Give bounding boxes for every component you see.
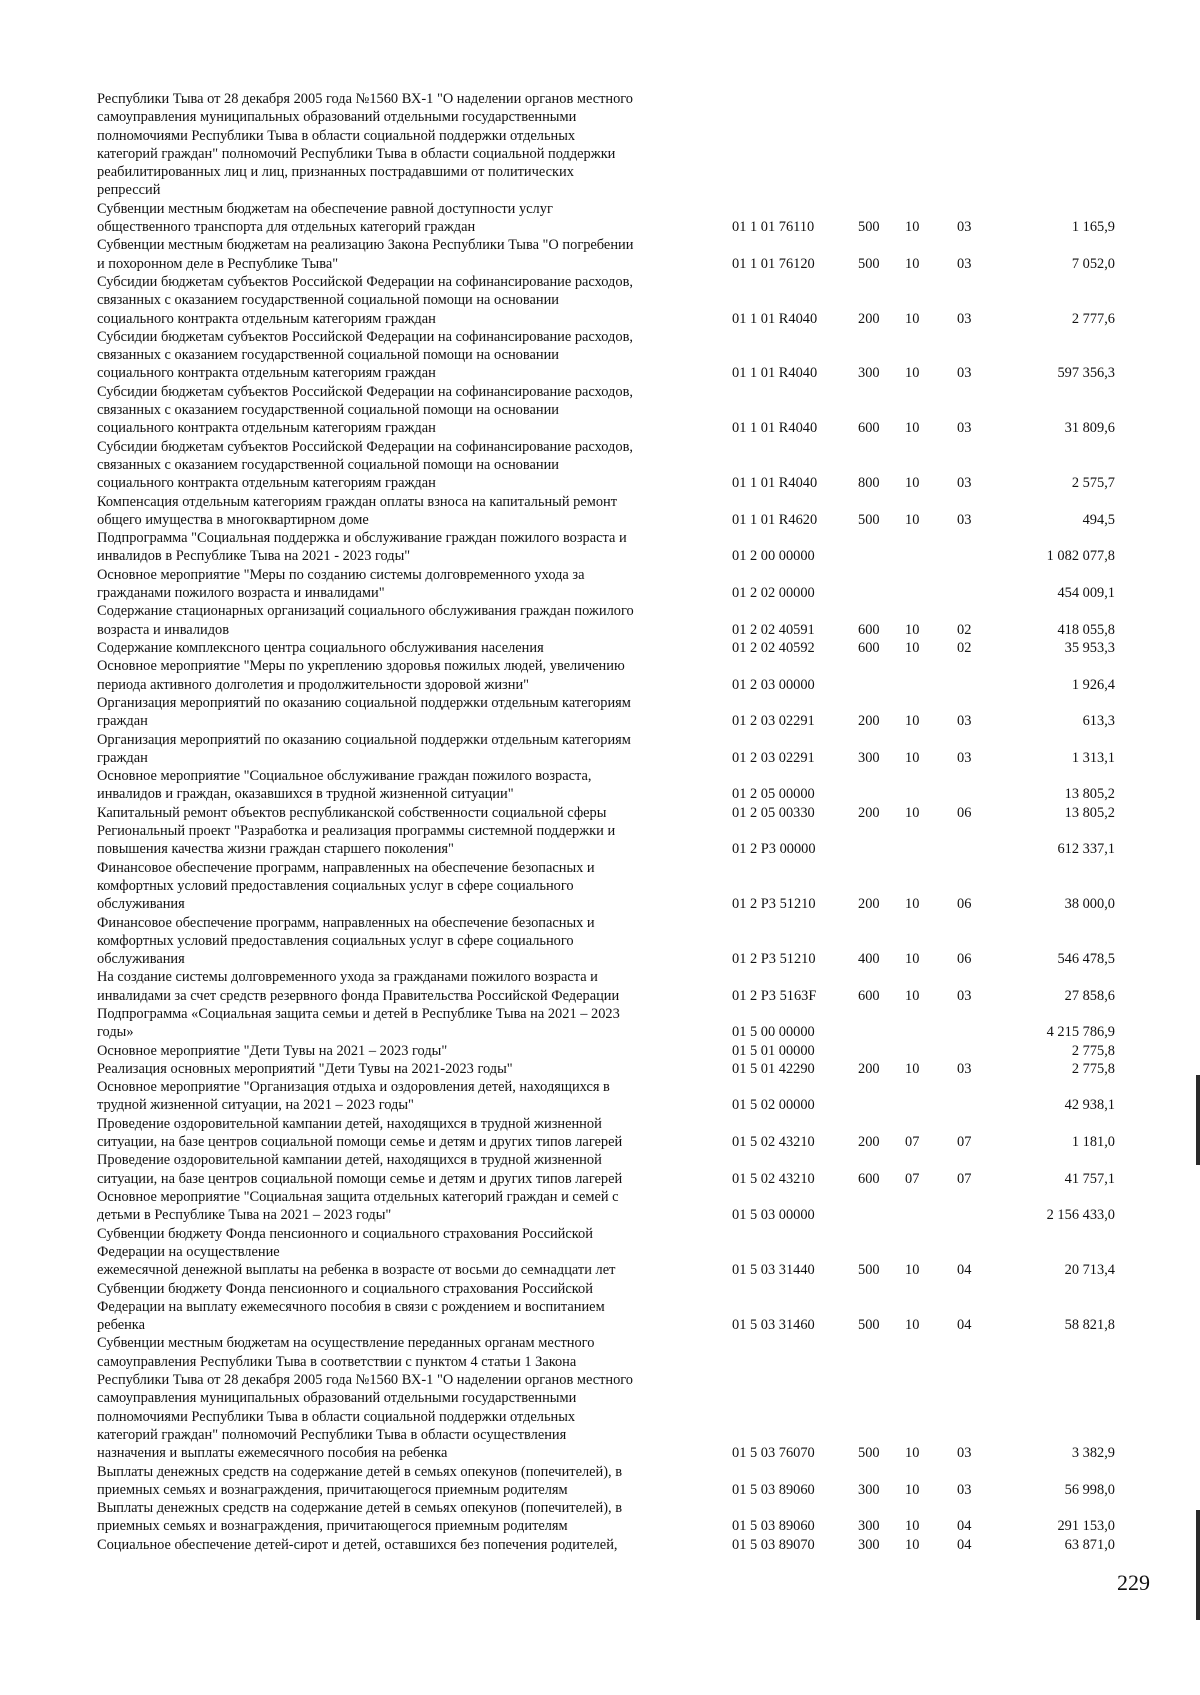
description-line: Республики Тыва от 28 декабря 2005 года №1560 ВХ-1 "О наделении органов местного (97, 91, 634, 107)
expense-type: 500 (858, 219, 880, 236)
section: 10 (905, 475, 920, 492)
description-line: Субсидии бюджетам субъектов Российской Федерации на софинансирование расходов, (97, 438, 633, 455)
subsection: 03 (957, 1445, 972, 1462)
subsection: 04 (957, 1262, 972, 1279)
description-line: Содержание комплексного центра социального обслуживания населения (97, 640, 544, 656)
description-line: обслуживания (97, 896, 185, 913)
section: 10 (905, 511, 920, 528)
description-line: ежемесячной денежной выплаты на ребенка в возрасте от восьми до семнадцати лет (97, 1262, 616, 1279)
description-line: назначения и выплаты ежемесячного пособия на ребенка (97, 1445, 448, 1462)
description-line: связанных с оказанием государственной социальной помощи на основании (97, 402, 559, 419)
description-line: периода активного долголетия и продолжительности здоровой жизни" (97, 676, 530, 693)
target-code: 01 5 03 89060 (732, 1481, 815, 1498)
subsection: 03 (957, 1481, 972, 1498)
description-line: обслуживания (97, 951, 185, 968)
row-description (97, 914, 702, 969)
description-line: годы» (97, 1024, 134, 1041)
budget-row (0, 383, 1200, 438)
row-description (97, 1005, 702, 1042)
subsection: 07 (957, 1134, 972, 1151)
description-line: Федерации на выплату ежемесячного пособия в связи с рождением и воспитанием (97, 1298, 605, 1315)
amount: 2 575,7 (1071, 475, 1115, 492)
expense-type: 600 (858, 420, 880, 437)
expense-type: 600 (858, 987, 880, 1004)
budget-row (0, 1463, 1200, 1500)
description-line: инвалидов и граждан, оказавшихся в трудной жизненной ситуации" (97, 786, 514, 803)
amount: 38 000,0 (1064, 896, 1115, 913)
section: 10 (905, 713, 920, 730)
description-line: гражданами пожилого возраста и инвалидами" (97, 585, 385, 602)
budget-row (0, 1499, 1200, 1536)
section: 10 (905, 1518, 920, 1535)
budget-row (0, 438, 1200, 493)
row-description (97, 657, 702, 694)
description-line: Субвенции местным бюджетам на реализацию Закона Республики Тыва "О погребении (97, 237, 634, 254)
amount: 2 156 433,0 (1046, 1207, 1115, 1224)
expense-type: 600 (858, 640, 880, 656)
target-code: 01 5 03 31460 (732, 1317, 815, 1334)
description-line: Республики Тыва от 28 декабря 2005 года №1560 ВХ-1 "О наделении органов местного (97, 1371, 634, 1388)
budget-row (0, 1115, 1200, 1152)
row-description (97, 1536, 702, 1554)
subsection: 04 (957, 1518, 972, 1535)
description-line: ситуации, на базе центров социальной помощи семье и детям и других типов лагерей (97, 1170, 623, 1187)
description-line: трудной жизненной ситуации, на 2021 – 2023 годы" (97, 1097, 414, 1114)
row-description (97, 1188, 702, 1225)
description-line: и похоронном деле в Республике Тыва" (97, 255, 339, 272)
target-code: 01 2 P3 51210 (732, 896, 816, 913)
expense-type: 500 (858, 511, 880, 528)
target-code: 01 2 05 00000 (732, 786, 815, 803)
description-line: Субвенции местным бюджетам на осуществление переданных органам местного (97, 1335, 595, 1352)
description-line: приемных семьях и вознаграждения, причитающегося приемным родителям (97, 1481, 568, 1498)
budget-row (0, 657, 1200, 694)
budget-row (0, 1151, 1200, 1188)
subsection: 03 (957, 749, 972, 766)
row-description (97, 383, 702, 438)
description-line: самоуправления муниципальных образований отдельными государственными (97, 1390, 577, 1407)
section: 10 (905, 420, 920, 437)
amount: 27 858,6 (1064, 987, 1115, 1004)
target-code: 01 5 02 43210 (732, 1170, 815, 1187)
description-line: полномочиями Республики Тыва в области социальной поддержки отдельных (97, 1408, 576, 1425)
budget-row (0, 731, 1200, 768)
subsection: 03 (957, 713, 972, 730)
budget-row (0, 1280, 1200, 1335)
row-description (97, 236, 702, 273)
row-description (97, 493, 702, 530)
description-line: общего имущества в многоквартирном доме (97, 511, 369, 528)
row-description (97, 566, 702, 603)
amount: 494,5 (1082, 511, 1115, 528)
budget-row (0, 1060, 1200, 1078)
description-line: Организация мероприятий по оказанию социальной поддержки отдельным категориям (97, 694, 631, 711)
description-line: граждан (97, 713, 148, 730)
target-code: 01 1 01 76120 (732, 255, 815, 272)
description-line: Основное мероприятие "Меры по созданию системы долговременного ухода за (97, 566, 585, 583)
expense-type: 300 (858, 749, 880, 766)
row-description (97, 1225, 702, 1280)
row-description (97, 1463, 702, 1500)
row-description (97, 1115, 702, 1152)
description-line: ситуации, на базе центров социальной помощи семье и детям и других типов лагерей (97, 1134, 623, 1151)
budget-row (0, 968, 1200, 1005)
description-line: Субсидии бюджетам субъектов Российской Федерации на софинансирование расходов, (97, 383, 633, 400)
subsection: 04 (957, 1536, 972, 1553)
row-description (97, 1334, 702, 1462)
budget-row (0, 529, 1200, 566)
amount: 613,3 (1082, 713, 1115, 730)
section: 07 (905, 1134, 920, 1151)
description-line: Основное мероприятие "Дети Тувы на 2021 – 2023 годы" (97, 1042, 448, 1059)
target-code: 01 2 P3 5163F (732, 987, 817, 1004)
description-line: Содержание стационарных организаций социального обслуживания граждан пожилого (97, 603, 634, 620)
row-description (97, 328, 702, 383)
budget-row (0, 1005, 1200, 1042)
budget-row (0, 1334, 1200, 1462)
section: 10 (905, 804, 920, 821)
subsection: 03 (957, 219, 972, 236)
expense-type: 200 (858, 713, 880, 730)
budget-row (0, 1078, 1200, 1115)
row-description (97, 1042, 702, 1060)
subsection: 03 (957, 310, 972, 327)
row-description (97, 1078, 702, 1115)
budget-row (0, 493, 1200, 530)
amount: 1 926,4 (1071, 676, 1115, 693)
section: 10 (905, 310, 920, 327)
budget-row (0, 1042, 1200, 1060)
row-description (97, 822, 702, 859)
expense-type: 200 (858, 1060, 880, 1077)
amount: 612 337,1 (1057, 841, 1115, 858)
amount: 58 821,8 (1064, 1317, 1115, 1334)
description-line: На создание системы долговременного ухода за гражданами пожилого возраста и (97, 969, 598, 986)
scan-edge-mark (1196, 1510, 1200, 1620)
row-description (97, 273, 702, 328)
section: 10 (905, 219, 920, 236)
section: 10 (905, 1481, 920, 1498)
amount: 546 478,5 (1057, 951, 1115, 968)
section: 10 (905, 255, 920, 272)
amount: 42 938,1 (1064, 1097, 1115, 1114)
subsection: 03 (957, 420, 972, 437)
description-line: Финансовое обеспечение программ, направленных на обеспечение безопасных и (97, 859, 595, 876)
description-line: Основное мероприятие "Социальное обслуживание граждан пожилого возраста, (97, 768, 592, 785)
section: 10 (905, 365, 920, 382)
description-line: категорий граждан" полномочий Республики Тыва в области социальной поддержки (97, 145, 616, 162)
budget-row (0, 602, 1200, 639)
description-line: детьми в Республике Тыва на 2021 – 2023 годы" (97, 1207, 392, 1224)
description-line: Социальное обеспечение детей-сирот и детей, оставшихся без попечения родителей, (97, 1536, 618, 1553)
expense-type: 200 (858, 804, 880, 821)
section: 10 (905, 896, 920, 913)
row-description (97, 602, 702, 639)
section: 10 (905, 621, 920, 638)
target-code: 01 1 01 76110 (732, 219, 815, 236)
budget-row (0, 639, 1200, 657)
section: 10 (905, 1262, 920, 1279)
expense-type: 200 (858, 310, 880, 327)
target-code: 01 1 01 R4040 (732, 310, 818, 327)
expense-type: 600 (858, 621, 880, 638)
description-line: инвалидов в Республике Тыва на 2021 - 2023 годы" (97, 548, 411, 565)
description-line: связанных с оказанием государственной социальной помощи на основании (97, 347, 559, 364)
expense-type: 200 (858, 1134, 880, 1151)
target-code: 01 2 02 40592 (732, 640, 815, 656)
budget-row (0, 914, 1200, 969)
description-line: Основное мероприятие "Организация отдыха и оздоровления детей, находящихся в (97, 1079, 610, 1096)
amount: 1 313,1 (1071, 749, 1115, 766)
description-line: полномочиями Республики Тыва в области социальной поддержки отдельных (97, 127, 576, 144)
amount: 2 775,8 (1071, 1042, 1115, 1059)
description-line: комфортных условий предоставления социальных услуг в сфере социального (97, 932, 574, 949)
description-line: Региональный проект "Разработка и реализация программы системной поддержки и (97, 823, 616, 839)
budget-row (0, 694, 1200, 731)
target-code: 01 5 01 42290 (732, 1060, 815, 1077)
subsection: 03 (957, 365, 972, 382)
section: 10 (905, 987, 920, 1004)
expense-type: 500 (858, 255, 880, 272)
subsection: 06 (957, 896, 972, 913)
description-line: Субвенции местным бюджетам на обеспечение равной доступности услуг (97, 200, 553, 217)
description-line: Выплаты денежных средств на содержание детей в семьях опекунов (попечителей), в (97, 1463, 623, 1480)
target-code: 01 5 03 89070 (732, 1536, 815, 1553)
description-line: Основное мероприятие "Социальная защита отдельных категорий граждан и семей с (97, 1189, 619, 1205)
budget-row (0, 236, 1200, 273)
target-code: 01 1 01 R4040 (732, 420, 818, 437)
description-line: приемных семьях и вознаграждения, причитающегося приемным родителям (97, 1518, 568, 1535)
amount: 2 775,8 (1071, 1060, 1115, 1077)
budget-row (0, 200, 1200, 237)
description-line: Субвенции бюджету Фонда пенсионного и социального страхования Российской (97, 1225, 593, 1242)
description-line: Проведение оздоровительной кампании детей, находящихся в трудной жизненной (97, 1115, 602, 1132)
section: 10 (905, 749, 920, 766)
description-line: социального контракта отдельным категориям граждан (97, 365, 436, 382)
expense-type: 300 (858, 1481, 880, 1498)
amount: 1 082 077,8 (1046, 548, 1115, 565)
description-line: Реализация основных мероприятий "Дети Тувы на 2021-2023 годы" (97, 1060, 513, 1077)
target-code: 01 5 03 00000 (732, 1207, 815, 1224)
expense-type: 300 (858, 1536, 880, 1553)
target-code: 01 2 00 00000 (732, 548, 815, 565)
target-code: 01 2 03 02291 (732, 713, 815, 730)
section: 07 (905, 1170, 920, 1187)
section: 10 (905, 1536, 920, 1553)
section: 10 (905, 640, 920, 656)
target-code: 01 5 03 89060 (732, 1518, 815, 1535)
budget-row (0, 1225, 1200, 1280)
amount: 13 805,2 (1064, 804, 1115, 821)
budget-row (0, 1536, 1200, 1554)
expense-type: 500 (858, 1262, 880, 1279)
row-description (97, 731, 702, 768)
description-line: общественного транспорта для отдельных категорий граждан (97, 219, 476, 236)
row-description (97, 859, 702, 914)
subsection: 06 (957, 804, 972, 821)
row-description (97, 529, 702, 566)
description-line: Федерации на осуществление (97, 1243, 280, 1260)
target-code: 01 5 02 00000 (732, 1097, 815, 1114)
description-line: репрессий (97, 182, 161, 199)
description-line: Основное мероприятие "Меры по укреплению здоровья пожилых людей, увеличению (97, 658, 625, 675)
subsection: 03 (957, 475, 972, 492)
description-line: связанных с оказанием государственной социальной помощи на основании (97, 292, 559, 309)
row-description (97, 767, 702, 804)
expense-type: 500 (858, 1317, 880, 1334)
budget-row (0, 90, 1200, 200)
row-description (97, 90, 702, 200)
subsection: 04 (957, 1317, 972, 1334)
amount: 35 953,3 (1064, 640, 1115, 656)
amount: 41 757,1 (1064, 1170, 1115, 1187)
description-line: повышения качества жизни граждан старшего поколения" (97, 841, 454, 858)
target-code: 01 2 03 00000 (732, 676, 815, 693)
target-code: 01 2 03 02291 (732, 749, 815, 766)
target-code: 01 5 00 00000 (732, 1024, 815, 1041)
budget-row (0, 273, 1200, 328)
budget-row (0, 859, 1200, 914)
row-description (97, 1151, 702, 1188)
section: 10 (905, 1317, 920, 1334)
amount: 291 153,0 (1057, 1518, 1115, 1535)
target-code: 01 5 03 76070 (732, 1445, 815, 1462)
description-line: социального контракта отдельным категориям граждан (97, 475, 436, 492)
target-code: 01 2 02 40591 (732, 621, 815, 638)
target-code: 01 2 P3 51210 (732, 951, 816, 968)
section: 10 (905, 1060, 920, 1077)
amount: 63 871,0 (1064, 1536, 1115, 1553)
description-line: социального контракта отдельным категориям граждан (97, 310, 436, 327)
expense-type: 300 (858, 1518, 880, 1535)
budget-row (0, 328, 1200, 383)
budget-row (0, 566, 1200, 603)
description-line: социального контракта отдельным категориям граждан (97, 420, 436, 437)
row-description (97, 968, 702, 1005)
amount: 13 805,2 (1064, 786, 1115, 803)
budget-row (0, 804, 1200, 822)
description-line: граждан (97, 749, 148, 766)
subsection: 06 (957, 951, 972, 968)
expense-type: 600 (858, 1170, 880, 1187)
target-code: 01 2 02 00000 (732, 585, 815, 602)
row-description (97, 1499, 702, 1536)
expense-type: 400 (858, 951, 880, 968)
target-code: 01 2 P3 00000 (732, 841, 816, 858)
description-line: самоуправления муниципальных образований отдельными государственными (97, 109, 577, 126)
page-number: 229 (1117, 1570, 1150, 1595)
row-description (97, 804, 702, 822)
description-line: Подпрограмма "Социальная поддержка и обслуживание граждан пожилого возраста и (97, 530, 627, 547)
target-code: 01 1 01 R4620 (732, 511, 818, 528)
amount: 597 356,3 (1057, 365, 1115, 382)
target-code: 01 5 01 00000 (732, 1042, 815, 1059)
budget-row (0, 767, 1200, 804)
subsection: 02 (957, 621, 972, 638)
subsection: 07 (957, 1170, 972, 1187)
expense-type: 300 (858, 365, 880, 382)
amount: 454 009,1 (1057, 585, 1115, 602)
scan-edge-mark (1196, 1075, 1200, 1165)
section: 10 (905, 951, 920, 968)
subsection: 03 (957, 987, 972, 1004)
amount: 2 777,6 (1071, 310, 1115, 327)
description-line: Финансовое обеспечение программ, направленных на обеспечение безопасных и (97, 914, 595, 931)
description-line: Проведение оздоровительной кампании детей, находящихся в трудной жизненной (97, 1152, 602, 1169)
target-code: 01 1 01 R4040 (732, 365, 818, 382)
amount: 1 165,9 (1071, 219, 1115, 236)
row-description (97, 639, 702, 657)
row-description (97, 200, 702, 237)
description-line: Капитальный ремонт объектов республиканской собственности социальной сферы (97, 804, 607, 821)
subsection: 03 (957, 255, 972, 272)
amount: 1 181,0 (1071, 1134, 1115, 1151)
description-line: ребенка (97, 1317, 145, 1334)
description-line: Субвенции бюджету Фонда пенсионного и социального страхования Российской (97, 1280, 593, 1297)
amount: 31 809,6 (1064, 420, 1115, 437)
description-line: Выплаты денежных средств на содержание детей в семьях опекунов (попечителей), в (97, 1500, 623, 1517)
amount: 3 382,9 (1071, 1445, 1115, 1462)
target-code: 01 1 01 R4040 (732, 475, 818, 492)
description-line: самоуправления Республики Тыва в соответствии с пунктом 4 статьи 1 Закона (97, 1353, 577, 1370)
amount: 56 998,0 (1064, 1481, 1115, 1498)
budget-row (0, 822, 1200, 859)
target-code: 01 5 03 31440 (732, 1262, 815, 1279)
budget-row (0, 1188, 1200, 1225)
amount: 20 713,4 (1064, 1262, 1115, 1279)
expense-type: 500 (858, 1445, 880, 1462)
description-line: комфортных условий предоставления социальных услуг в сфере социального (97, 877, 574, 894)
amount: 4 215 786,9 (1046, 1024, 1115, 1041)
description-line: категорий граждан" полномочий Республики Тыва в области осуществления (97, 1426, 567, 1443)
section: 10 (905, 1445, 920, 1462)
amount: 7 052,0 (1071, 255, 1115, 272)
description-line: Компенсация отдельным категориям граждан оплаты взноса на капитальный ремонт (97, 493, 618, 510)
description-line: возраста и инвалидов (97, 621, 230, 638)
description-line: Организация мероприятий по оказанию социальной поддержки отдельным категориям (97, 731, 631, 748)
row-description (97, 694, 702, 731)
description-line: инвалидами за счет средств резервного фонда Правительства Российской Федерации (97, 987, 620, 1004)
subsection: 03 (957, 511, 972, 528)
subsection: 02 (957, 640, 972, 656)
description-line: реабилитированных лиц и лиц, признанных пострадавшими от политических (97, 164, 574, 181)
row-description (97, 438, 702, 493)
description-line: Подпрограмма «Социальная защита семьи и детей в Республике Тыва на 2021 – 2023 (97, 1006, 620, 1022)
subsection: 03 (957, 1060, 972, 1077)
description-line: Субсидии бюджетам субъектов Российской Федерации на софинансирование расходов, (97, 328, 633, 345)
amount: 418 055,8 (1057, 621, 1115, 638)
target-code: 01 5 02 43210 (732, 1134, 815, 1151)
target-code: 01 2 05 00330 (732, 804, 815, 821)
expense-type: 800 (858, 475, 880, 492)
description-line: связанных с оказанием государственной социальной помощи на основании (97, 456, 559, 473)
row-description (97, 1280, 702, 1335)
expense-type: 200 (858, 896, 880, 913)
row-description (97, 1060, 702, 1078)
description-line: Субсидии бюджетам субъектов Российской Федерации на софинансирование расходов, (97, 274, 633, 290)
